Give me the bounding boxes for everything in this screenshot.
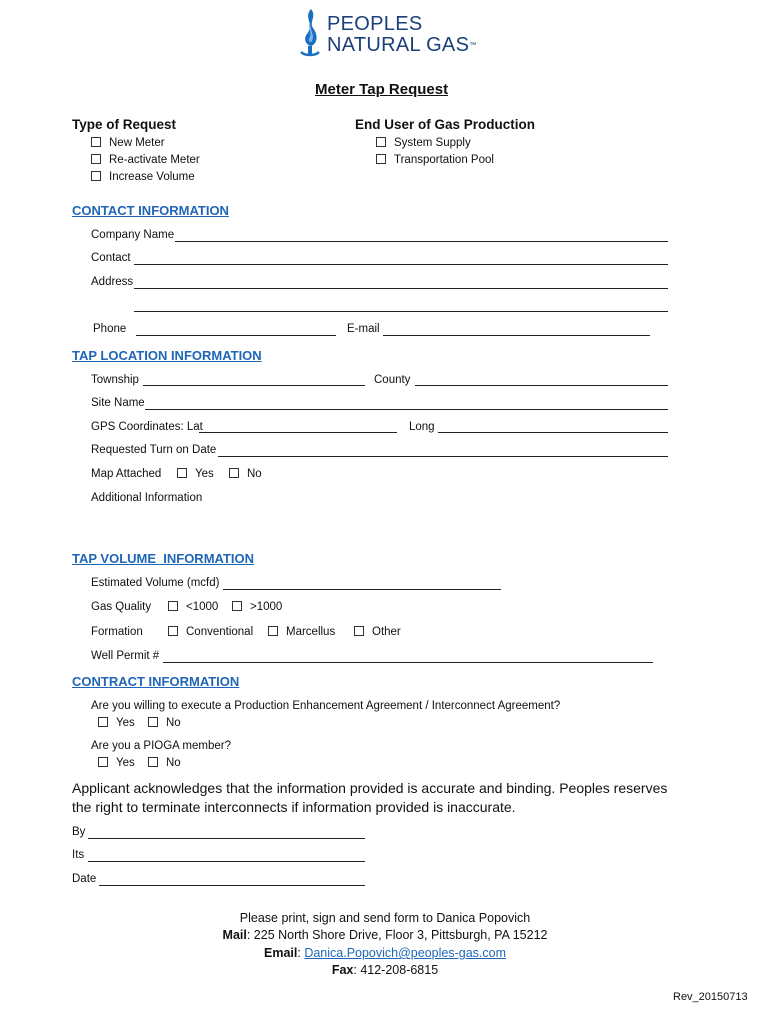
- checkbox[interactable]: [91, 154, 101, 164]
- q2-yes[interactable]: [98, 757, 135, 769]
- checkbox[interactable]: [354, 626, 364, 636]
- its-label: Its: [72, 849, 85, 861]
- checkbox[interactable]: [168, 626, 178, 636]
- contact-information-heading: CONTACT INFORMATION: [72, 203, 229, 218]
- checkbox[interactable]: [232, 601, 242, 611]
- address-field-line-1[interactable]: [134, 288, 668, 289]
- type-of-request-heading: Type of Request: [72, 117, 177, 132]
- footer-instructions: Please print, sign and send form to Danica Popovich: [239, 911, 531, 925]
- quality-under-1000[interactable]: [168, 601, 218, 613]
- option-reactivate-meter[interactable]: [91, 154, 200, 166]
- option-label: Re-activate Meter: [109, 154, 200, 166]
- checkbox[interactable]: [168, 601, 178, 611]
- turn-on-date-field[interactable]: [218, 456, 668, 457]
- footer-mail: [0, 927, 770, 945]
- option-label: New Meter: [109, 137, 165, 149]
- address-label: Address: [91, 276, 134, 288]
- checkbox[interactable]: [229, 468, 239, 478]
- revision-label: Rev_20150713: [673, 991, 748, 1003]
- its-field[interactable]: [88, 861, 365, 862]
- site-name-label: Site Name: [91, 397, 145, 409]
- phone-field[interactable]: [136, 335, 336, 336]
- checkbox[interactable]: [268, 626, 278, 636]
- logo-line-2: NATURAL GAS: [327, 34, 470, 56]
- fax-label: Fax: [331, 963, 354, 977]
- email-sep: :: [297, 946, 305, 960]
- estimated-volume-field[interactable]: [223, 589, 501, 590]
- estimated-volume-label: Estimated Volume (mcfd): [91, 577, 220, 589]
- email-label-footer: Email: [264, 946, 298, 960]
- formation-conventional[interactable]: [168, 626, 253, 638]
- gps-lat-label: GPS Coordinates: Lat: [91, 421, 203, 433]
- logo-line-1: PEOPLES: [327, 13, 423, 35]
- well-permit-field[interactable]: [163, 662, 653, 663]
- option-label: Increase Volume: [109, 171, 195, 183]
- footer-email: [0, 945, 770, 963]
- option-label: Conventional: [186, 626, 254, 638]
- map-attached-label: Map Attached: [91, 468, 162, 480]
- option-label: >1000: [250, 601, 283, 613]
- date-field[interactable]: [99, 885, 365, 886]
- checkbox[interactable]: [98, 717, 108, 727]
- turn-on-date-label: Requested Turn on Date: [91, 444, 217, 456]
- fax-value: : 412-208-6815: [353, 963, 439, 977]
- map-attached-no[interactable]: [229, 468, 262, 480]
- gps-lat-field[interactable]: [199, 432, 397, 433]
- option-label: No: [166, 717, 181, 729]
- formation-other[interactable]: [354, 626, 401, 638]
- option-new-meter[interactable]: [91, 137, 165, 149]
- email-link[interactable]: Danica.Popovich@peoples-gas.com: [304, 946, 506, 960]
- acknowledgement-line-1: Applicant acknowledges that the information provided is accurate and binding. Peoples reserves: [72, 780, 668, 796]
- tap-location-heading: TAP LOCATION INFORMATION: [72, 348, 262, 363]
- checkbox[interactable]: [177, 468, 187, 478]
- township-label: Township: [91, 374, 139, 386]
- contract-question-1: Are you willing to execute a Production Enhancement Agreement / Interconnect Agreement?: [91, 700, 561, 712]
- q1-no[interactable]: [148, 717, 181, 729]
- contract-information-heading: CONTRACT INFORMATION: [72, 674, 240, 689]
- option-label: Transportation Pool: [394, 154, 494, 166]
- checkbox[interactable]: [91, 137, 101, 147]
- contract-question-2: Are you a PIOGA member?: [91, 740, 231, 752]
- checkbox[interactable]: [148, 717, 158, 727]
- mail-label: Mail: [222, 928, 247, 942]
- checkbox[interactable]: [376, 154, 386, 164]
- address-field-line-2[interactable]: [134, 311, 668, 312]
- footer-fax: [0, 962, 770, 980]
- township-field[interactable]: [143, 385, 365, 386]
- option-label: Yes: [195, 468, 214, 480]
- q2-no[interactable]: [148, 757, 181, 769]
- tap-volume-heading: TAP VOLUME INFORMATION: [72, 551, 254, 566]
- contact-label: Contact: [91, 252, 131, 264]
- option-label: System Supply: [394, 137, 471, 149]
- company-name-label: Company Name: [91, 229, 175, 241]
- long-label: Long: [409, 421, 435, 433]
- option-transportation-pool[interactable]: [376, 154, 494, 166]
- gas-quality-label: Gas Quality: [91, 601, 152, 613]
- company-logo: [297, 8, 482, 64]
- by-field[interactable]: [88, 838, 365, 839]
- county-field[interactable]: [415, 385, 668, 386]
- checkbox[interactable]: [91, 171, 101, 181]
- acknowledgement-line-2: the right to terminate interconnects if information provided is inaccurate.: [72, 799, 516, 815]
- option-label: No: [247, 468, 262, 480]
- checkbox[interactable]: [376, 137, 386, 147]
- q1-yes[interactable]: [98, 717, 135, 729]
- phone-label: Phone: [93, 323, 127, 335]
- flame-icon: [297, 8, 323, 62]
- option-label: No: [166, 757, 181, 769]
- email-field[interactable]: [383, 335, 650, 336]
- option-label: Marcellus: [286, 626, 336, 638]
- checkbox[interactable]: [98, 757, 108, 767]
- checkbox[interactable]: [148, 757, 158, 767]
- map-attached-yes[interactable]: [177, 468, 214, 480]
- company-name-field[interactable]: [175, 241, 668, 242]
- date-label: Date: [72, 873, 97, 885]
- page-title: Meter Tap Request: [315, 81, 449, 98]
- quality-over-1000[interactable]: [232, 601, 282, 613]
- formation-marcellus[interactable]: [268, 626, 335, 638]
- end-user-heading: End User of Gas Production: [355, 117, 536, 132]
- additional-info-label: Additional Information: [91, 492, 203, 504]
- option-system-supply[interactable]: [376, 137, 471, 149]
- logo-trademark: ™: [469, 42, 477, 49]
- mail-value: : 225 North Shore Drive, Floor 3, Pittsburgh, PA 15212: [246, 928, 548, 942]
- long-field[interactable]: [438, 432, 668, 433]
- option-label: <1000: [186, 601, 219, 613]
- contact-field[interactable]: [134, 264, 668, 265]
- option-increase-volume[interactable]: [91, 171, 195, 183]
- option-label: Yes: [116, 717, 135, 729]
- formation-label: Formation: [91, 626, 143, 638]
- site-name-field[interactable]: [145, 409, 668, 410]
- by-label: By: [72, 826, 86, 838]
- email-label: E-mail: [347, 323, 380, 335]
- option-label: Yes: [116, 757, 135, 769]
- county-label: County: [374, 374, 411, 386]
- option-label: Other: [372, 626, 401, 638]
- well-permit-label: Well Permit #: [91, 650, 160, 662]
